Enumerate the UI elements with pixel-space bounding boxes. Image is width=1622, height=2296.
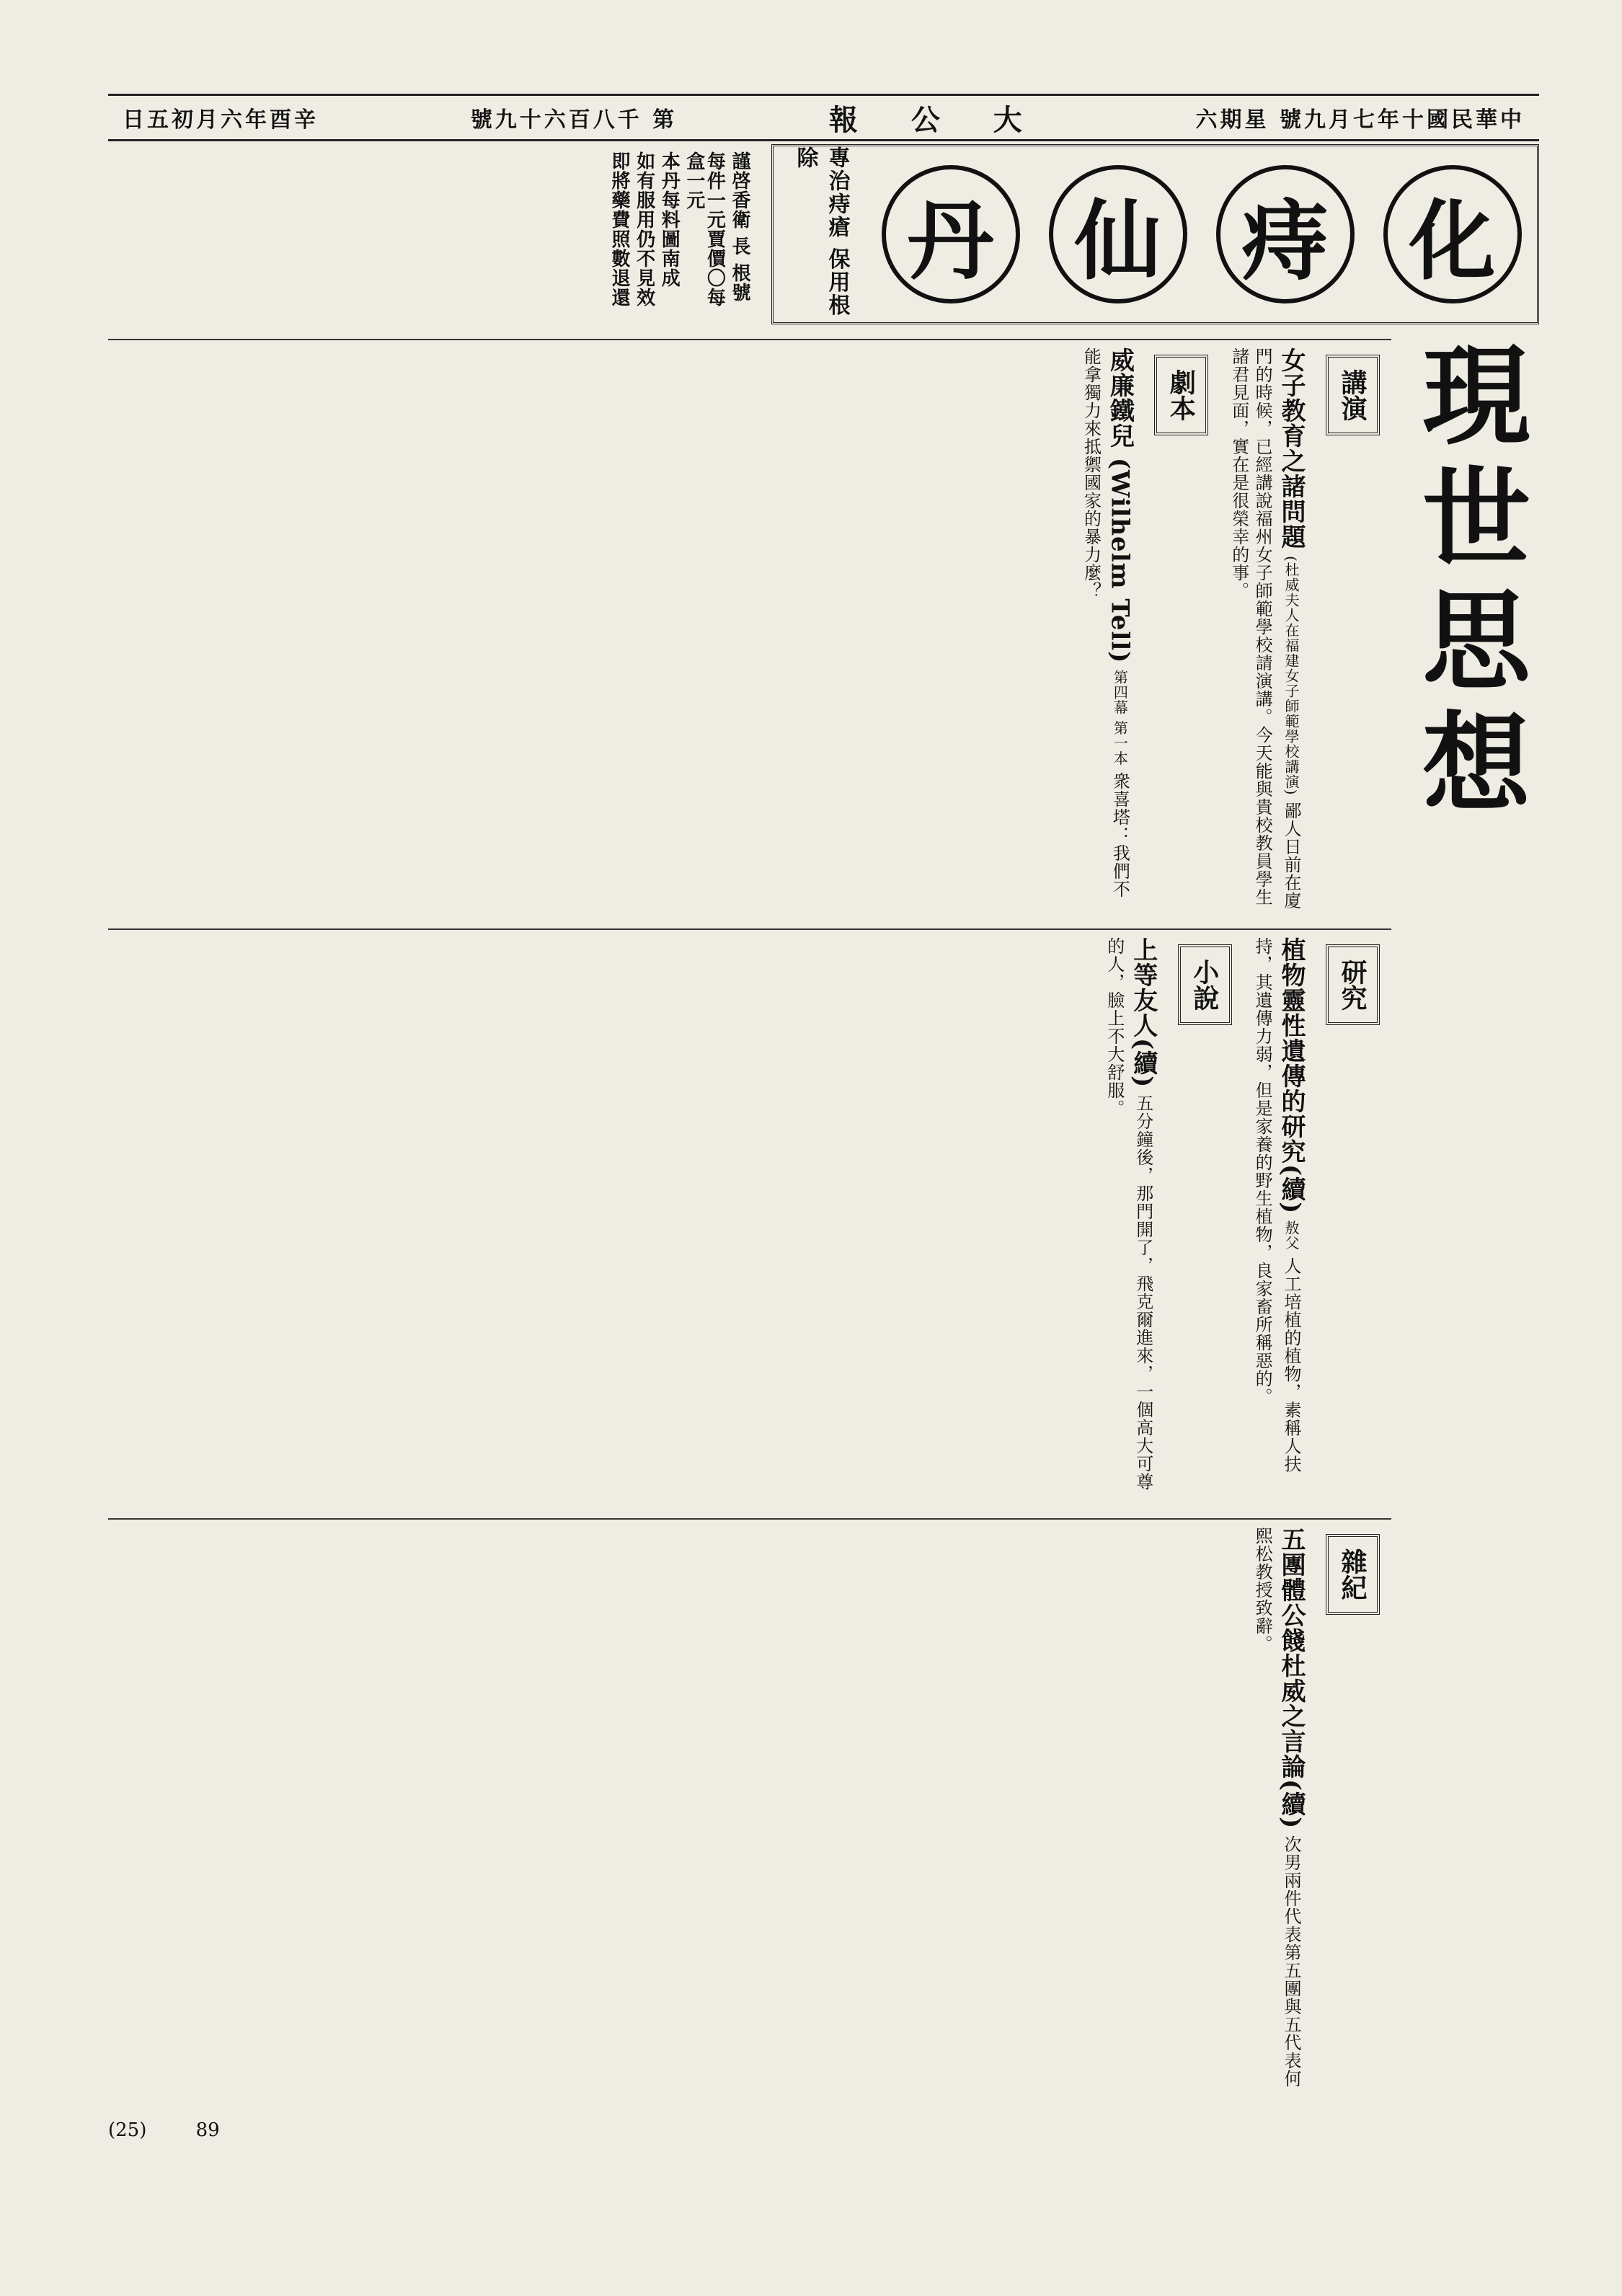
- ad-glyph: 痔: [1216, 165, 1355, 303]
- article-headline: 上等友人(續): [1128, 937, 1158, 1089]
- article-text: 五分鐘後，那門開了，飛克爾進來，一個高大可尊的人，臉上不大舒服。: [1104, 937, 1153, 1491]
- article-headline: 女子教育之諸問題: [1277, 347, 1306, 549]
- masthead-paper-name: 報 公 大: [828, 102, 1044, 137]
- section-tag-lecture: 講演: [1326, 355, 1380, 435]
- page-footer: [108, 2119, 1539, 2155]
- newspaper-page: [108, 94, 1539, 2155]
- section-tag-play: 劇本: [1154, 355, 1208, 435]
- text-band-top: [108, 339, 1391, 918]
- ad-column: 本丹每料圖南成: [658, 151, 681, 288]
- text-body: [108, 339, 1391, 2098]
- article-byline: 第四幕 第一本: [1111, 670, 1129, 766]
- ad-band: [108, 144, 1539, 324]
- ad-column: 如有服用仍不見效: [633, 151, 655, 307]
- article-headline: 植物靈性遺傳的研究(續): [1277, 937, 1306, 1215]
- article-headline: 五團體公餞杜威之言論(續): [1277, 1527, 1306, 1830]
- ad-column: 謹啓香衛 長 根號: [729, 151, 750, 303]
- article-lecture: [1227, 347, 1307, 911]
- article-misc: [1251, 1527, 1307, 2091]
- ad-text-block: [108, 144, 757, 324]
- article-novel: [1102, 937, 1158, 1501]
- ad-glyph: 丹: [882, 165, 1020, 303]
- ad-column: 即將藥費照數退還: [608, 151, 631, 307]
- footer-page-number: 89: [195, 2119, 220, 2141]
- section-tag-research: 研究: [1326, 944, 1380, 1025]
- text-band-middle: [108, 928, 1391, 1508]
- ad-brand-block: [771, 144, 1539, 324]
- ad-slogan: 專治痔瘡 保用根除: [792, 146, 850, 317]
- article-text: 鄙人日前在廈門的時候，已經講說福州女子師範學校請演講。今天能與貴校教員學生諸君見面，實在是很榮幸的事。: [1228, 347, 1301, 910]
- masthead-issue: 號九十六百八千 第: [470, 107, 678, 133]
- section-tag-misc: 雜紀: [1326, 1534, 1380, 1615]
- article-text: 衆喜塔：我們不能拿獨力來抵禦國家的暴力麼？: [1081, 347, 1130, 899]
- article-byline: 敖父: [1282, 1220, 1300, 1251]
- section-title-column: [1395, 339, 1539, 843]
- article-play: [1079, 347, 1135, 911]
- ad-column: 每件一元賈價〇每盒一元: [683, 151, 726, 307]
- masthead: [108, 94, 1539, 141]
- article-research: [1251, 937, 1307, 1501]
- ad-glyph: 仙: [1049, 165, 1187, 303]
- article-text: 次男兩件代表第五團與五代表何熙松教授致辭。: [1252, 1527, 1301, 2088]
- text-band-bottom: [108, 1518, 1391, 2098]
- section-title: 現世思想: [1404, 339, 1530, 829]
- article-byline: (杜威夫人在福建女子師範學校講演): [1282, 555, 1300, 796]
- ad-glyph: 化: [1383, 165, 1522, 303]
- masthead-date: 日五初月六年酉辛: [123, 107, 319, 133]
- section-tag-novel: 小說: [1178, 944, 1232, 1025]
- article-text: 人工培植的植物，素稱人扶持，其遺傳力弱，但是家養的野生植物，良家畜所稱惡的。: [1252, 937, 1301, 1473]
- masthead-weekday: 六期星 號九月七年十國民華中: [1195, 107, 1525, 133]
- footer-page-label: (25): [108, 2119, 147, 2141]
- article-headline: 威廉鐵兒 (Wilhelm Tell): [1105, 347, 1135, 664]
